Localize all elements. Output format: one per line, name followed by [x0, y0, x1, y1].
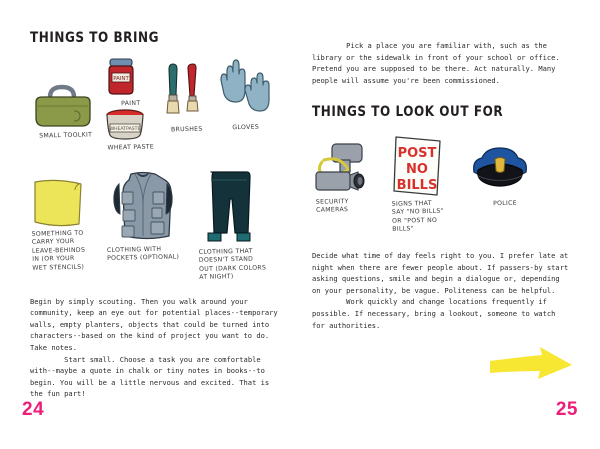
caption-security-camera: SECURITY CAMERAS — [315, 198, 349, 215]
illustration-dark-pants — [199, 170, 278, 282]
gloves-icon — [213, 60, 275, 122]
dark-pants-icon — [199, 170, 259, 246]
right-page — [300, 0, 600, 449]
illustration-wheatpaste-tub — [101, 109, 161, 152]
caption-police: POLICE — [492, 200, 518, 208]
page-title-things-to-look-out-for: THINGS TO LOOK OUT FOR — [312, 104, 504, 121]
hazards-row — [312, 130, 570, 234]
sign-line-3: BILLS — [396, 178, 438, 194]
sign-line-1: POST — [397, 146, 437, 162]
caption-dark-pants: CLOTHING THAT DOESN'T STAND OUT (DARK COLORS AT NIGHT) — [198, 247, 266, 282]
page-title-things-to-bring: THINGS TO BRING — [30, 30, 160, 46]
caption-small-toolkit: SMALL TOOLKIT — [39, 131, 93, 140]
paragraph: Work quickly and change locations frequently if possible. If necessary, bring a lookout, someone to watch for authorities. — [312, 297, 560, 330]
paragraph: Start small. Choose a task you are comfortable with--maybe a quote in chalk or tiny notes in books--to begin. You will be a little nervous and excited. That is the fun part! — [30, 354, 274, 399]
caption-vest: CLOTHING WITH POCKETS (OPTIONAL) — [107, 245, 180, 263]
illustration-brushes — [161, 56, 213, 134]
paint-jar-icon — [101, 56, 141, 98]
illustration-stencil-bag — [30, 170, 107, 272]
paragraph-intro: Pick a place you are familiar with, such as the library or the sidewalk in front of your school or office. Pretend you are supposed to be there. Act naturally. Many people will assume you're been commissioned. — [312, 41, 564, 85]
page-number-right: 25 — [555, 399, 578, 420]
sign-line-2: NO — [406, 162, 428, 178]
supplies-row-1 — [30, 56, 278, 152]
svg-text:WHEATPASTE: WHEATPASTE — [110, 127, 141, 133]
arrow-right-icon[interactable] — [488, 347, 574, 387]
small-toolkit-icon — [30, 84, 96, 130]
illustration-security-camera — [312, 130, 390, 215]
illustration-paint-jar — [101, 56, 161, 108]
illustration-small-toolkit — [30, 56, 101, 140]
security-camera-icon — [312, 142, 374, 196]
illustration-vest — [107, 170, 198, 263]
post-no-bills-sign-icon — [390, 132, 446, 198]
left-body-text — [30, 296, 282, 400]
page-number-left: 24 — [22, 399, 45, 420]
caption-gloves: GLOVES — [231, 123, 259, 132]
stencil-bag-icon — [30, 176, 86, 228]
caption-paint: PAINT — [121, 99, 141, 108]
paragraph: Begin by simply scouting. Then you walk around your community, keep an eye out for potential places--temporary walls, empty planters, objects that could be turned into characters--based on the kind of project you want to do. Take notes. — [30, 296, 282, 352]
caption-stencil-bag: SOMETHING TO CARRY YOUR LEAVE-BEHINDS IN (OR YOUR WET STENCILS) — [31, 229, 86, 272]
caption-wheatpaste: WHEAT PASTE — [107, 143, 155, 152]
police-hat-icon — [468, 146, 532, 192]
illustration-police-hat — [468, 130, 542, 208]
paragraph: Decide what time of day feels right to you. I prefer late at night when there are fewer people about. If passers-by start asking questions, smile and begin a dialogue or, depending on your personality, be vague. Politeness can be helpful. — [312, 251, 573, 295]
caption-post-no-bills: SIGNS THAT SAY "NO BILLS" OR "POST NO BILLS" — [391, 200, 444, 234]
illustration-post-no-bills-sign — [390, 130, 468, 234]
caption-brushes: BRUSHES — [170, 125, 203, 134]
vest-icon — [107, 170, 179, 244]
svg-text:PAINT: PAINT — [113, 76, 130, 82]
right-body-text — [312, 250, 573, 331]
next-page-arrow[interactable] — [488, 347, 574, 387]
illustration-gloves — [213, 56, 278, 132]
brushes-icon — [161, 62, 207, 124]
paint-group — [101, 56, 161, 153]
supplies-row-2 — [30, 170, 278, 282]
wheatpaste-tub-icon — [101, 109, 149, 142]
